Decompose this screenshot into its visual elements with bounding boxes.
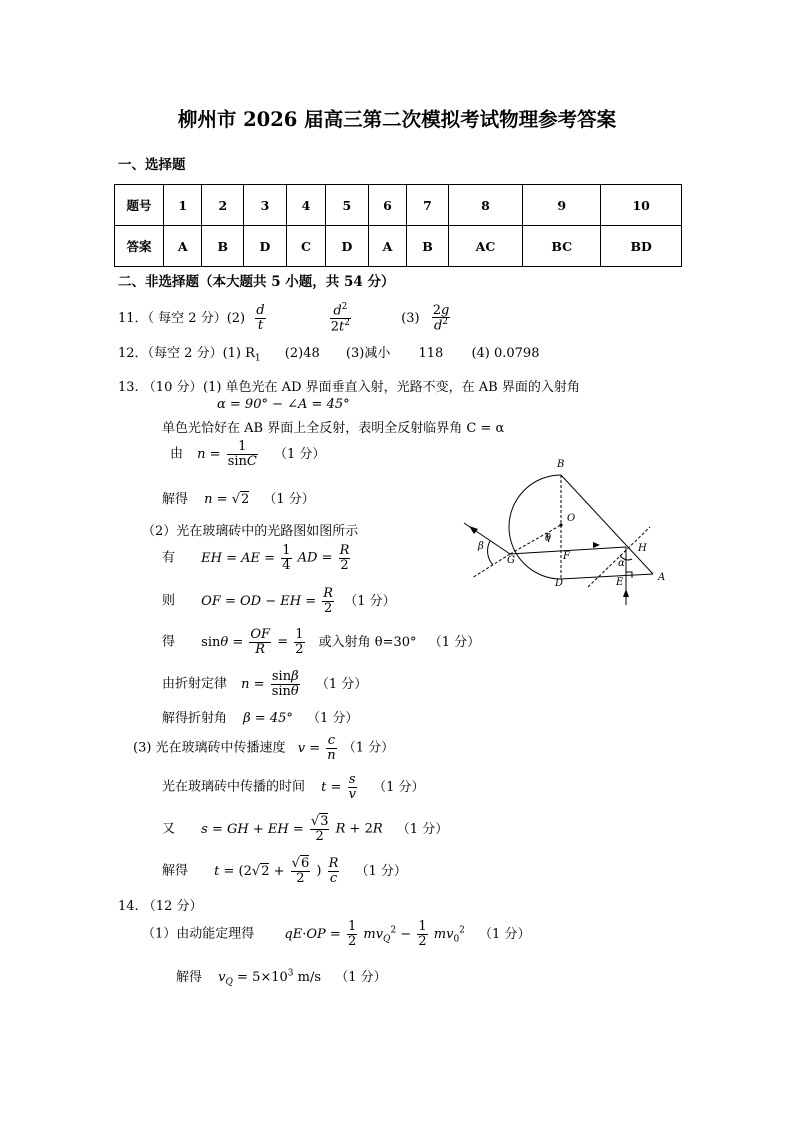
label-a: A	[658, 572, 666, 583]
q14-header: 14. （12 分）	[118, 899, 203, 914]
refr-value: β = 45°	[243, 711, 293, 726]
answer-cell: B	[202, 226, 244, 267]
formula: $\frac{1}{4}$	[282, 543, 291, 573]
incident-angle: 或入射角 θ=30°	[318, 634, 417, 650]
formula: $\frac{√6}{2}$	[291, 856, 310, 886]
answer-cell: BD	[601, 226, 682, 267]
q11-line	[118, 303, 452, 334]
answer-cell: D	[244, 226, 287, 267]
formula: $\frac{1}{2}$	[418, 919, 427, 949]
q14-energy-line: （1）由动能定理得 qE·OP = $\frac{1}{2}$ $mv_Q^2$ − $\frac{1}{2}$ $mv_0^2$ （1 分）	[142, 919, 531, 949]
q13-eh-line: 有 EH = AE = $\frac{1}{4}$ AD = $\frac{R}{2}$	[162, 543, 350, 573]
normal-og	[510, 525, 561, 554]
exit-arrow	[469, 526, 478, 534]
label: 解得折射角	[162, 711, 228, 726]
q13-line5: 解得 n = √2 （1 分）	[162, 492, 315, 507]
formula: $\frac{1}{2}$	[347, 919, 357, 949]
label: 又	[162, 821, 176, 837]
answer-table	[114, 184, 682, 267]
beta-arc	[488, 541, 493, 565]
result: = 5×10	[237, 970, 288, 985]
q12-p4: (4) 0.0798	[471, 346, 540, 361]
q13-speed-line: (3) 光在玻璃砖中传播速度 v = $\frac{c}{n}$ （1 分）	[133, 733, 395, 763]
answer-cell: B	[407, 226, 449, 267]
question-number: 1	[164, 185, 202, 226]
q12-p3b: 118	[418, 346, 444, 361]
label-g: G	[507, 555, 515, 566]
table-row	[115, 226, 682, 267]
label-e: E	[616, 577, 624, 588]
label: 有	[162, 550, 176, 566]
formula: $\frac{\sin\beta}{\sin\theta}$	[271, 669, 299, 699]
row-label: 答案	[115, 226, 164, 267]
label-h: H	[638, 543, 647, 554]
label-b: B	[557, 459, 565, 470]
label: 由	[170, 446, 184, 462]
unit: m/s	[297, 970, 322, 985]
prism-edge-ab	[561, 475, 653, 574]
answer-cell: D	[326, 226, 369, 267]
label-o: O	[567, 513, 576, 524]
label: 解得	[162, 492, 189, 507]
score: （1 分）	[263, 492, 315, 507]
formula: $\frac{d^2}{2t^2}$	[330, 302, 350, 335]
q12-text: 12．（每空 2 分）(1) R	[118, 346, 255, 361]
question-number: 8	[448, 185, 522, 226]
normal-extension	[472, 554, 510, 578]
formula: $\frac{√3}{2}$	[310, 814, 329, 844]
score: （1 分）	[396, 821, 449, 837]
formula: $\frac{d}{t}$	[256, 303, 265, 333]
score: （1 分）	[373, 779, 425, 795]
answer-cell: BC	[523, 226, 601, 267]
semicircle-surface	[509, 475, 561, 579]
row-label: 题号	[115, 185, 164, 226]
formula: $\frac{s}{v}$	[348, 772, 356, 802]
ray-arrow	[593, 542, 600, 548]
q11-part3: (3)	[401, 310, 420, 326]
q13-header: 13. （10 分）	[118, 380, 203, 395]
label: 则	[162, 593, 176, 609]
question-number: 3	[244, 185, 287, 226]
score: （1 分）	[355, 863, 407, 879]
q13-snell-line: 由折射定律 n = $\frac{\sin\beta}{\sin\theta}$ （1 分）	[162, 669, 368, 699]
table-row	[115, 185, 682, 226]
label-beta: β	[478, 541, 484, 552]
label: 由折射定律	[162, 676, 228, 692]
label: 解得	[162, 863, 189, 879]
q11-prefix: 11．（ 每空 2 分）(2)	[118, 310, 246, 326]
question-number: 4	[286, 185, 325, 226]
label: 得	[162, 634, 176, 650]
score: （1 分）	[274, 446, 326, 462]
label-d: D	[555, 578, 564, 589]
q13-of-line: 则 OF = OD − EH = $\frac{R}{2}$ （1 分）	[162, 586, 396, 616]
q13-line4: 由 n = $\frac{1}{\sin C}$ （1 分）	[170, 439, 326, 469]
label: （1）由动能定理得	[142, 926, 255, 942]
label-theta: θ	[545, 533, 552, 544]
label: (3) 光在玻璃砖中传播速度	[133, 740, 286, 756]
q12-p2: (2)48	[284, 346, 320, 361]
answer-cell: C	[286, 226, 325, 267]
score: （1 分）	[307, 711, 359, 726]
center-point	[559, 523, 562, 526]
section-heading-nonchoice: 二、非选择题（本大题共 5 小题，共 54 分）	[118, 274, 395, 290]
formula: $\frac{c}{n}$	[327, 733, 336, 763]
answer-cell: A	[368, 226, 406, 267]
q13-time-line: 光在玻璃砖中传播的时间 t = $\frac{s}{v}$ （1 分）	[162, 772, 425, 802]
q13-result-line: 解得 t = (2√2 + $\frac{√6}{2}$ ) $\frac{R}{c}$ （1 分）	[162, 856, 407, 886]
q14-result-line: 解得 $v_Q = 5\times 10^3$ m/s （1 分）	[176, 968, 387, 988]
question-number: 2	[202, 185, 244, 226]
q13-line3: 单色光恰好在 AB 界面上全反射，表明全反射临界角 C = α	[162, 421, 505, 436]
formula: $\frac{2g}{d^2}$	[432, 302, 450, 334]
page-title: 柳州市 2026 届高三第二次模拟考试物理参考答案	[177, 108, 617, 131]
score: （1 分）	[428, 634, 481, 650]
q12-sub: 1	[254, 353, 261, 364]
q13-s-line: 又 s = GH + EH = $\frac{√3}{2}$ R + 2R （1 分）	[162, 814, 449, 844]
answer-cell: A	[164, 226, 202, 267]
q12-line	[118, 342, 539, 364]
score: （1 分）	[479, 926, 531, 942]
score: （1 分）	[335, 970, 387, 985]
light-path-diagram	[460, 455, 675, 610]
label: 解得	[176, 970, 203, 985]
q13-sin-line: 得 sinθ = $\frac{OF}{R}$ = $\frac{1}{2}$ 或入射角 θ=30° （1 分）	[162, 627, 481, 657]
label-alpha: α	[618, 558, 625, 569]
formula: $\frac{R}{2}$	[323, 586, 334, 616]
q13-line1: (1) 单色光在 AD 界面垂直入射，光路不变，在 AB 界面的入射角	[203, 380, 580, 395]
result-exp: 3	[287, 968, 294, 979]
question-number: 9	[523, 185, 601, 226]
formula: $\frac{1}{2}$	[295, 627, 304, 657]
question-number: 5	[326, 185, 369, 226]
answer-cell: AC	[448, 226, 522, 267]
question-number: 6	[368, 185, 406, 226]
score: （1 分）	[344, 593, 396, 609]
formula: $\frac{OF}{R}$	[250, 627, 271, 657]
score: （1 分）	[315, 676, 368, 692]
score: （1 分）	[342, 740, 395, 756]
question-number: 7	[407, 185, 449, 226]
label-f: F	[563, 551, 570, 562]
formula: $\frac{R}{2}$	[339, 543, 350, 573]
q12-p3: (3)减小	[345, 346, 391, 361]
incident-arrow	[623, 589, 629, 597]
section-heading-choice: 一、选择题	[118, 157, 186, 173]
q13-refr-line	[162, 707, 358, 726]
label: 光在玻璃砖中传播的时间	[162, 779, 306, 795]
formula: $\frac{1}{\sin C}$	[227, 439, 257, 469]
formula: $\frac{R}{c}$	[328, 856, 339, 886]
question-number: 10	[601, 185, 682, 226]
q13-line2: α = 90° − ∠A = 45°	[217, 397, 350, 412]
prism-edge-da	[561, 574, 653, 579]
q13-part2-title: （2）光在玻璃砖中的光路图如图所示	[142, 524, 359, 539]
